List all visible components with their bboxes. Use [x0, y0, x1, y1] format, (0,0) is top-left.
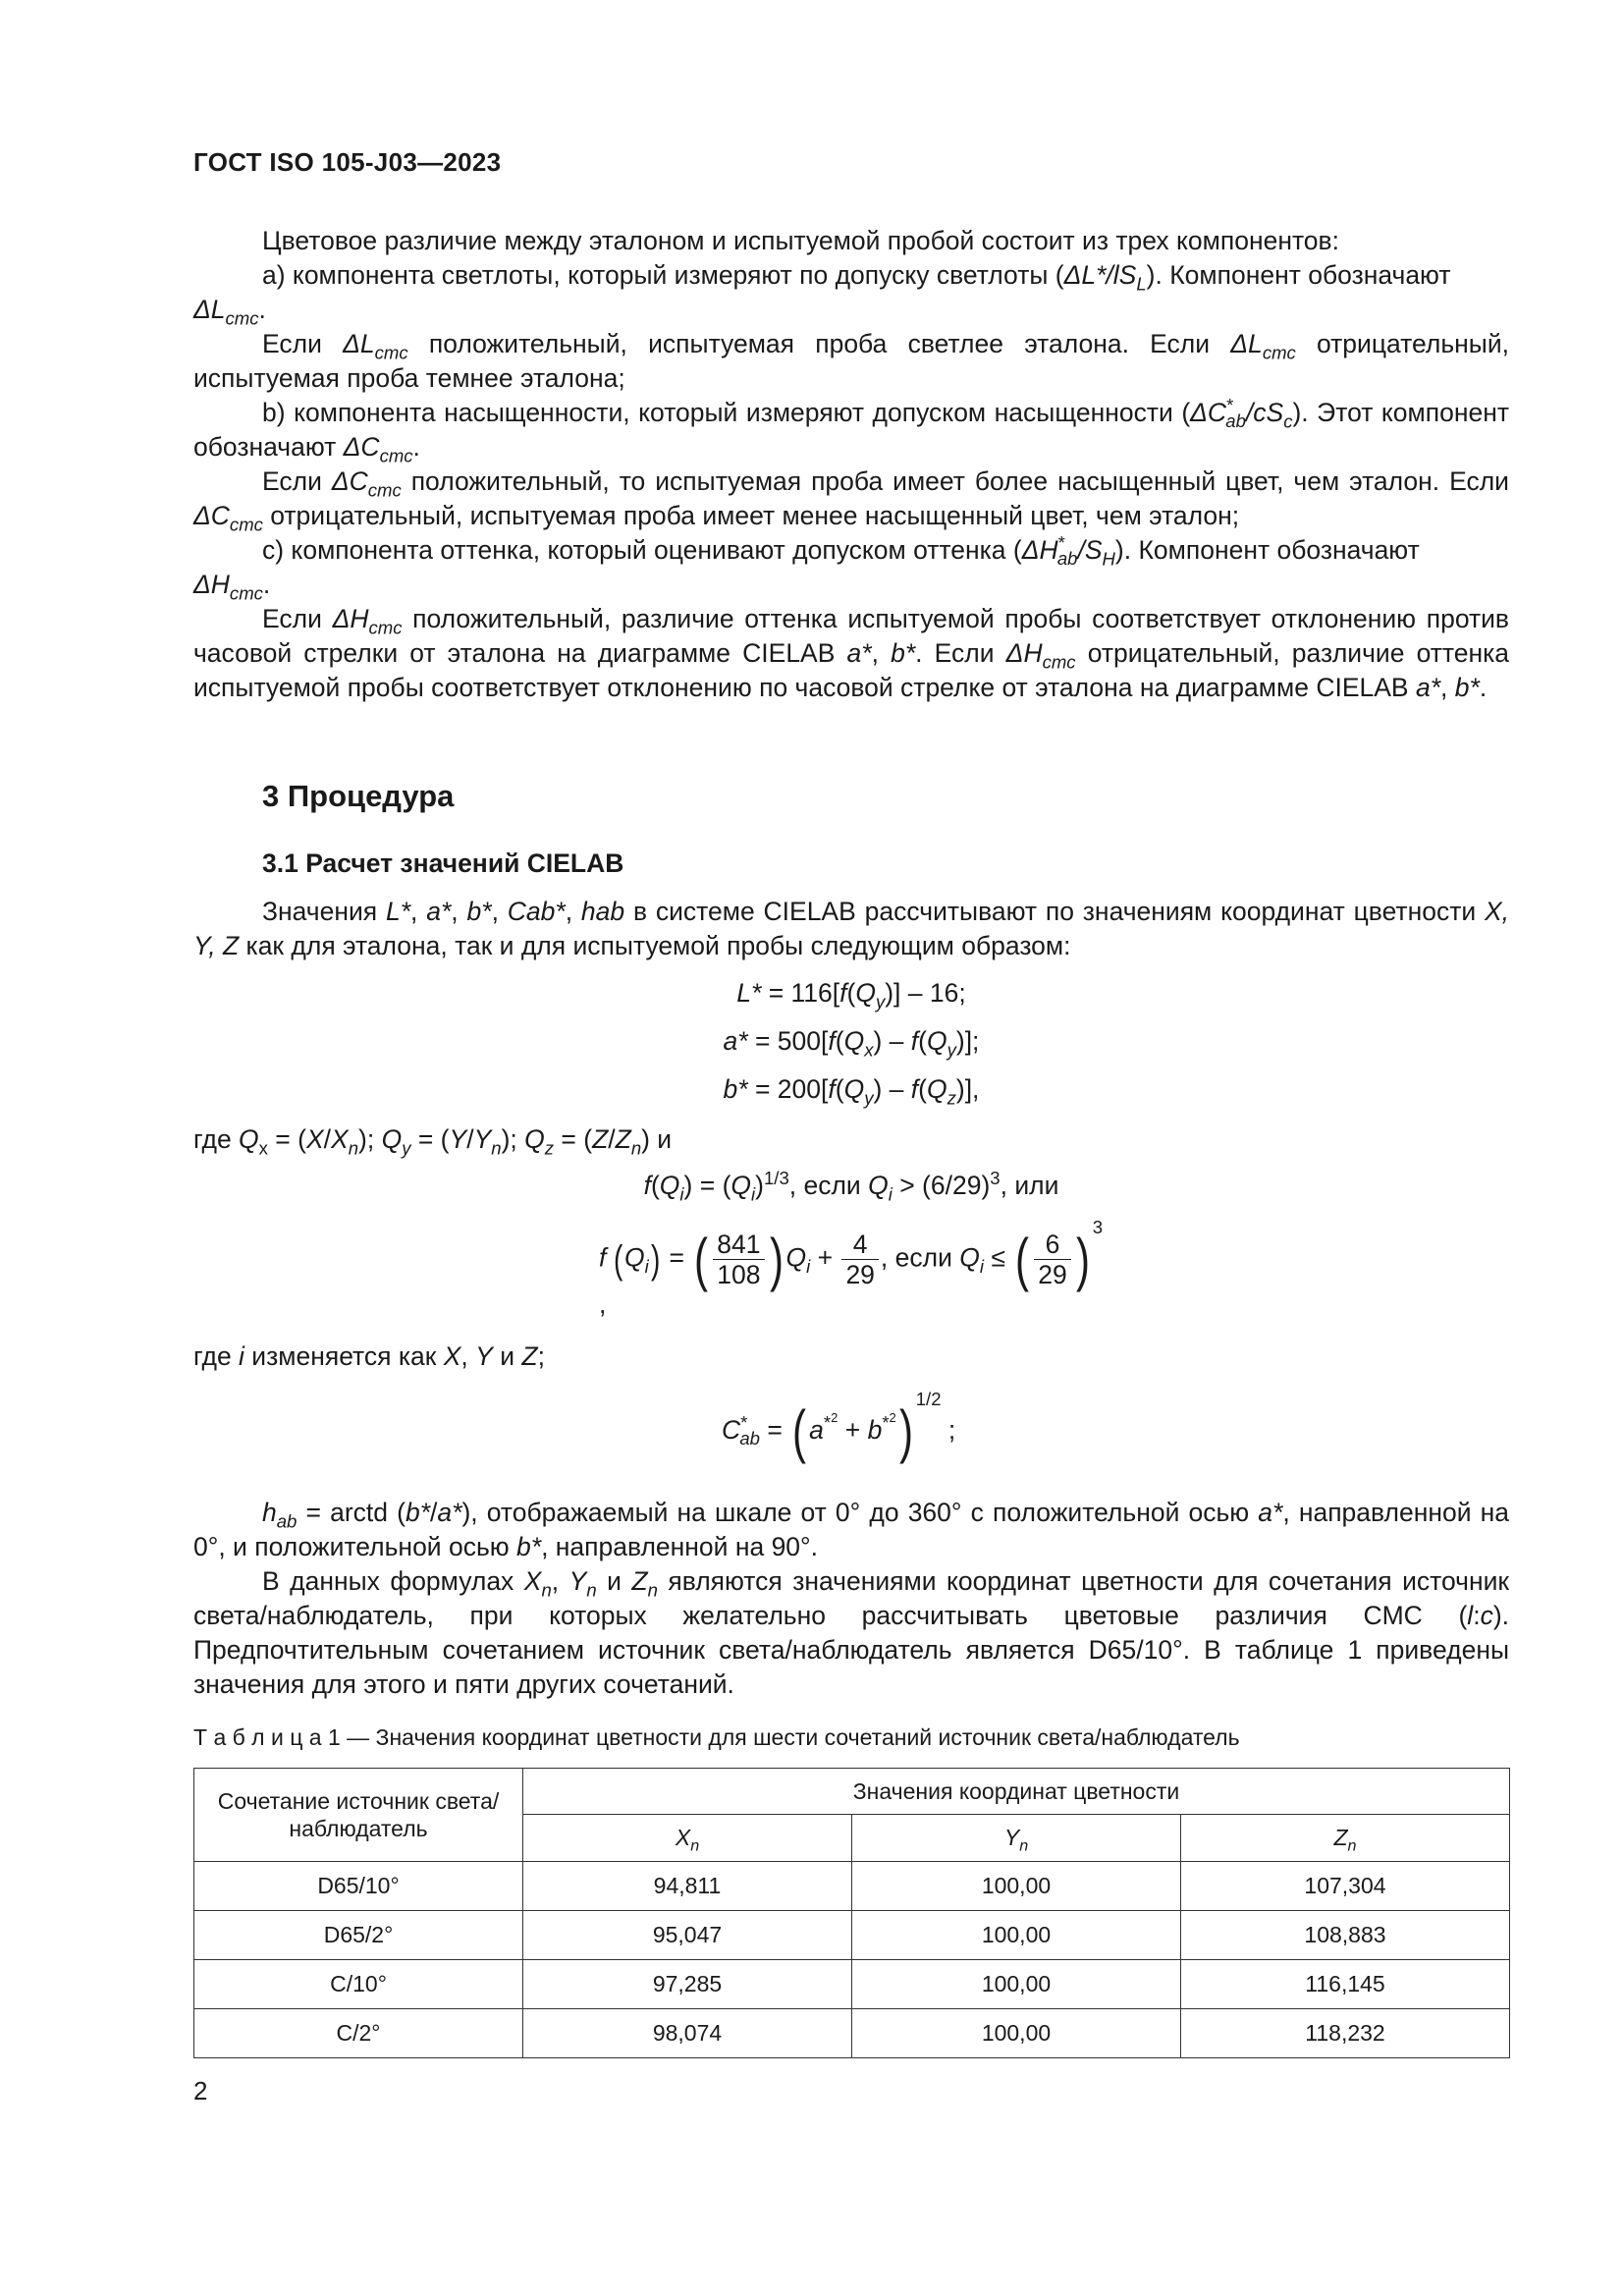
- table-cell: 98,074: [523, 2009, 852, 2058]
- table-cell: 100,00: [852, 1862, 1181, 1911]
- item-a: а) компонента светлоты, который измеряют по допуску светлоты $(\Delta L*/lS_L)$. Компонент обозначают $\Delta L_{cmc}$.: [193, 260, 1451, 329]
- fraction-4-29: $\frac{4}{29}$: [841, 1230, 878, 1289]
- table-cell: 107,304: [1181, 1862, 1510, 1911]
- table-cell: 116,145: [1181, 1960, 1510, 2009]
- table-cell: D65/10°: [194, 1862, 523, 1911]
- procedure-intro: [193, 895, 1509, 963]
- equation-cab: $C^*_{ab}$ = ( $a^{*^2} + b^{*^2}$) $^{1/2}$ ;: [722, 1389, 956, 1464]
- table-head-xn: $X_n$: [523, 1815, 852, 1862]
- table-head-yn: $Y_n$: [852, 1815, 1181, 1862]
- table-row: [194, 1960, 1510, 2009]
- section-3-title: 3 Процедура: [262, 779, 455, 813]
- table-cell: C/2°: [194, 2009, 523, 2058]
- item-c-desc: Если $\Delta H_{cmc}$ положительный, различие оттенка испытуемой пробы соответствует отклонению против часовой стрелки от эталона на диаграмме CIELAB a*, b*. Если $\Delta H_{cmc}$ отрицательный, различие оттенка испытуемой пробы соответствует отклонению по часовой стрелке от эталона на диаграмме CIELAB a*, b*.: [193, 604, 1509, 702]
- table-cell: 100,00: [852, 1911, 1181, 1960]
- procedure-paragraph: Значения L*, a*, b*, Cab*, hab в системе CIELAB рассчитывают по значениям координат цветности X, Y, Z как для эталона, так и для испытуемой пробы следующим образом:: [193, 897, 1510, 960]
- chromaticity-table: [193, 1768, 1510, 2058]
- table-cell: 118,232: [1181, 2009, 1510, 2058]
- table-cell: 100,00: [852, 2009, 1181, 2058]
- equation-f1: $f(Q_i) = (Q_i)^{1/3}$, если $Q_i > (6/29)^3$, или: [643, 1168, 1059, 1205]
- item-b: b) компонента насыщенности, который измеряют допуском насыщенности $(\Delta C^*_{ab}/cS_c)$. Этот компонент обозначают $\Delta C_{cmc}$.: [193, 395, 1509, 466]
- document-header: ГОСТ ISO 105-J03—2023: [193, 147, 502, 177]
- table-cell: 95,047: [523, 1911, 852, 1960]
- table-cell: 100,00: [852, 1960, 1181, 2009]
- intro-paragraph: Цветовое различие между эталоном и испытуемой пробой состоит из трех компонентов:: [262, 226, 1339, 255]
- table-cell: 94,811: [523, 1862, 852, 1911]
- fraction-6-29: $\frac{6}{29}$: [1034, 1230, 1070, 1289]
- hab-paragraph: $h_{ab}$ = arctd (b*/a*), отображаемый на шкале от 0° до 360° с положительной осью a*, направленной на 0°, и положительной осью b*, направленной на 90°. В данных формулах $X_n$, $Y_n$ и $Z_n$ являются значениями координат цветности для сочетания источник света/наблюдатель, при которых желательно рассчитывать цветовые различия CMC (l:c). Предпочтительным сочетанием источник света/наблюдатель является D65/10°. В таблице 1 приведены значения для этого и пяти других сочетаний.: [193, 1496, 1509, 1702]
- where-i: где i изменяется как X, Y и Z;: [193, 1341, 545, 1371]
- illuminant-paragraph: В данных формулах $X_n$, $Y_n$ и $Z_n$ являются значениями координат цветности для сочетания источник света/наблюдатель, при которых желательно рассчитывать цветовые различия CMC (l:c). Предпочтительным сочетанием источник света/наблюдатель является D65/10°. В таблице 1 приведены значения для этого и пяти других сочетаний.: [193, 1566, 1510, 1699]
- page-number: 2: [193, 2076, 208, 2105]
- table-row: [194, 1862, 1510, 1911]
- section-3-1-title: 3.1 Расчет значений CIELAB: [262, 848, 624, 878]
- item-c: c) компонента оттенка, который оценивают допуском оттенка $(\Delta H^*_{ab}/S_H)$. Компонент обозначают $\Delta H_{cmc}$.: [193, 532, 1420, 604]
- equation-L: $L* = 116[f(Q_y)] - 16$;: [736, 978, 966, 1012]
- table-head-zn: $Z_n$: [1181, 1815, 1510, 1862]
- item-b-desc: Если $\Delta C_{cmc}$ положительный, то испытуемая проба имеет более насыщенный цвет, чем эталон. Если $\Delta C_{cmc}$ отрицательный, испытуемая проба имеет менее насыщенный цвет, чем эталон;: [193, 466, 1509, 535]
- table-head-group: Значения координат цветности: [523, 1769, 1510, 1815]
- table-cell: 108,883: [1181, 1911, 1510, 1960]
- fraction-841-108: $\frac{841}{108}$: [713, 1230, 764, 1289]
- table-cell: C/10°: [194, 1960, 523, 2009]
- table-caption: Т а б л и ц а 1 — Значения координат цветности для шести сочетаний источник света/наблюдатель: [193, 1724, 1240, 1750]
- equation-a: $a* = 500[f(Q_x) - f(Q_y)]$;: [723, 1026, 980, 1061]
- table-row: [194, 2009, 1510, 2058]
- equation-f2: f $(Q_i)$ = ( $\frac{841}{108}$ ) $Q_i$ + $\frac{4}{29}$ , если $Q_i$ ≤ ( $\frac{6}{29}$ ) $^3$ ,: [599, 1216, 1104, 1319]
- table-row: [194, 1911, 1510, 1960]
- table-head-combination: Сочетание источник света/наблюдатель: [194, 1769, 523, 1862]
- equation-b: $b* = 200[f(Q_y) - f(Q_z)]$,: [723, 1074, 980, 1109]
- table-cell: D65/2°: [194, 1911, 523, 1960]
- item-a-desc: Если $\Delta L_{cmc}$ положительный, испытуемая проба светлее эталона. Если $\Delta L_{cmc}$ отрицательный, испытуемая проба темнее эталона;: [193, 329, 1509, 393]
- intro-section: [193, 224, 1509, 705]
- table-cell: 97,285: [523, 1960, 852, 2009]
- where-q: где $Q_x = (X/X_n)$; $Q_y = (Y/Y_n)$; $Q_z = (Z/Z_n)$ и: [193, 1124, 673, 1159]
